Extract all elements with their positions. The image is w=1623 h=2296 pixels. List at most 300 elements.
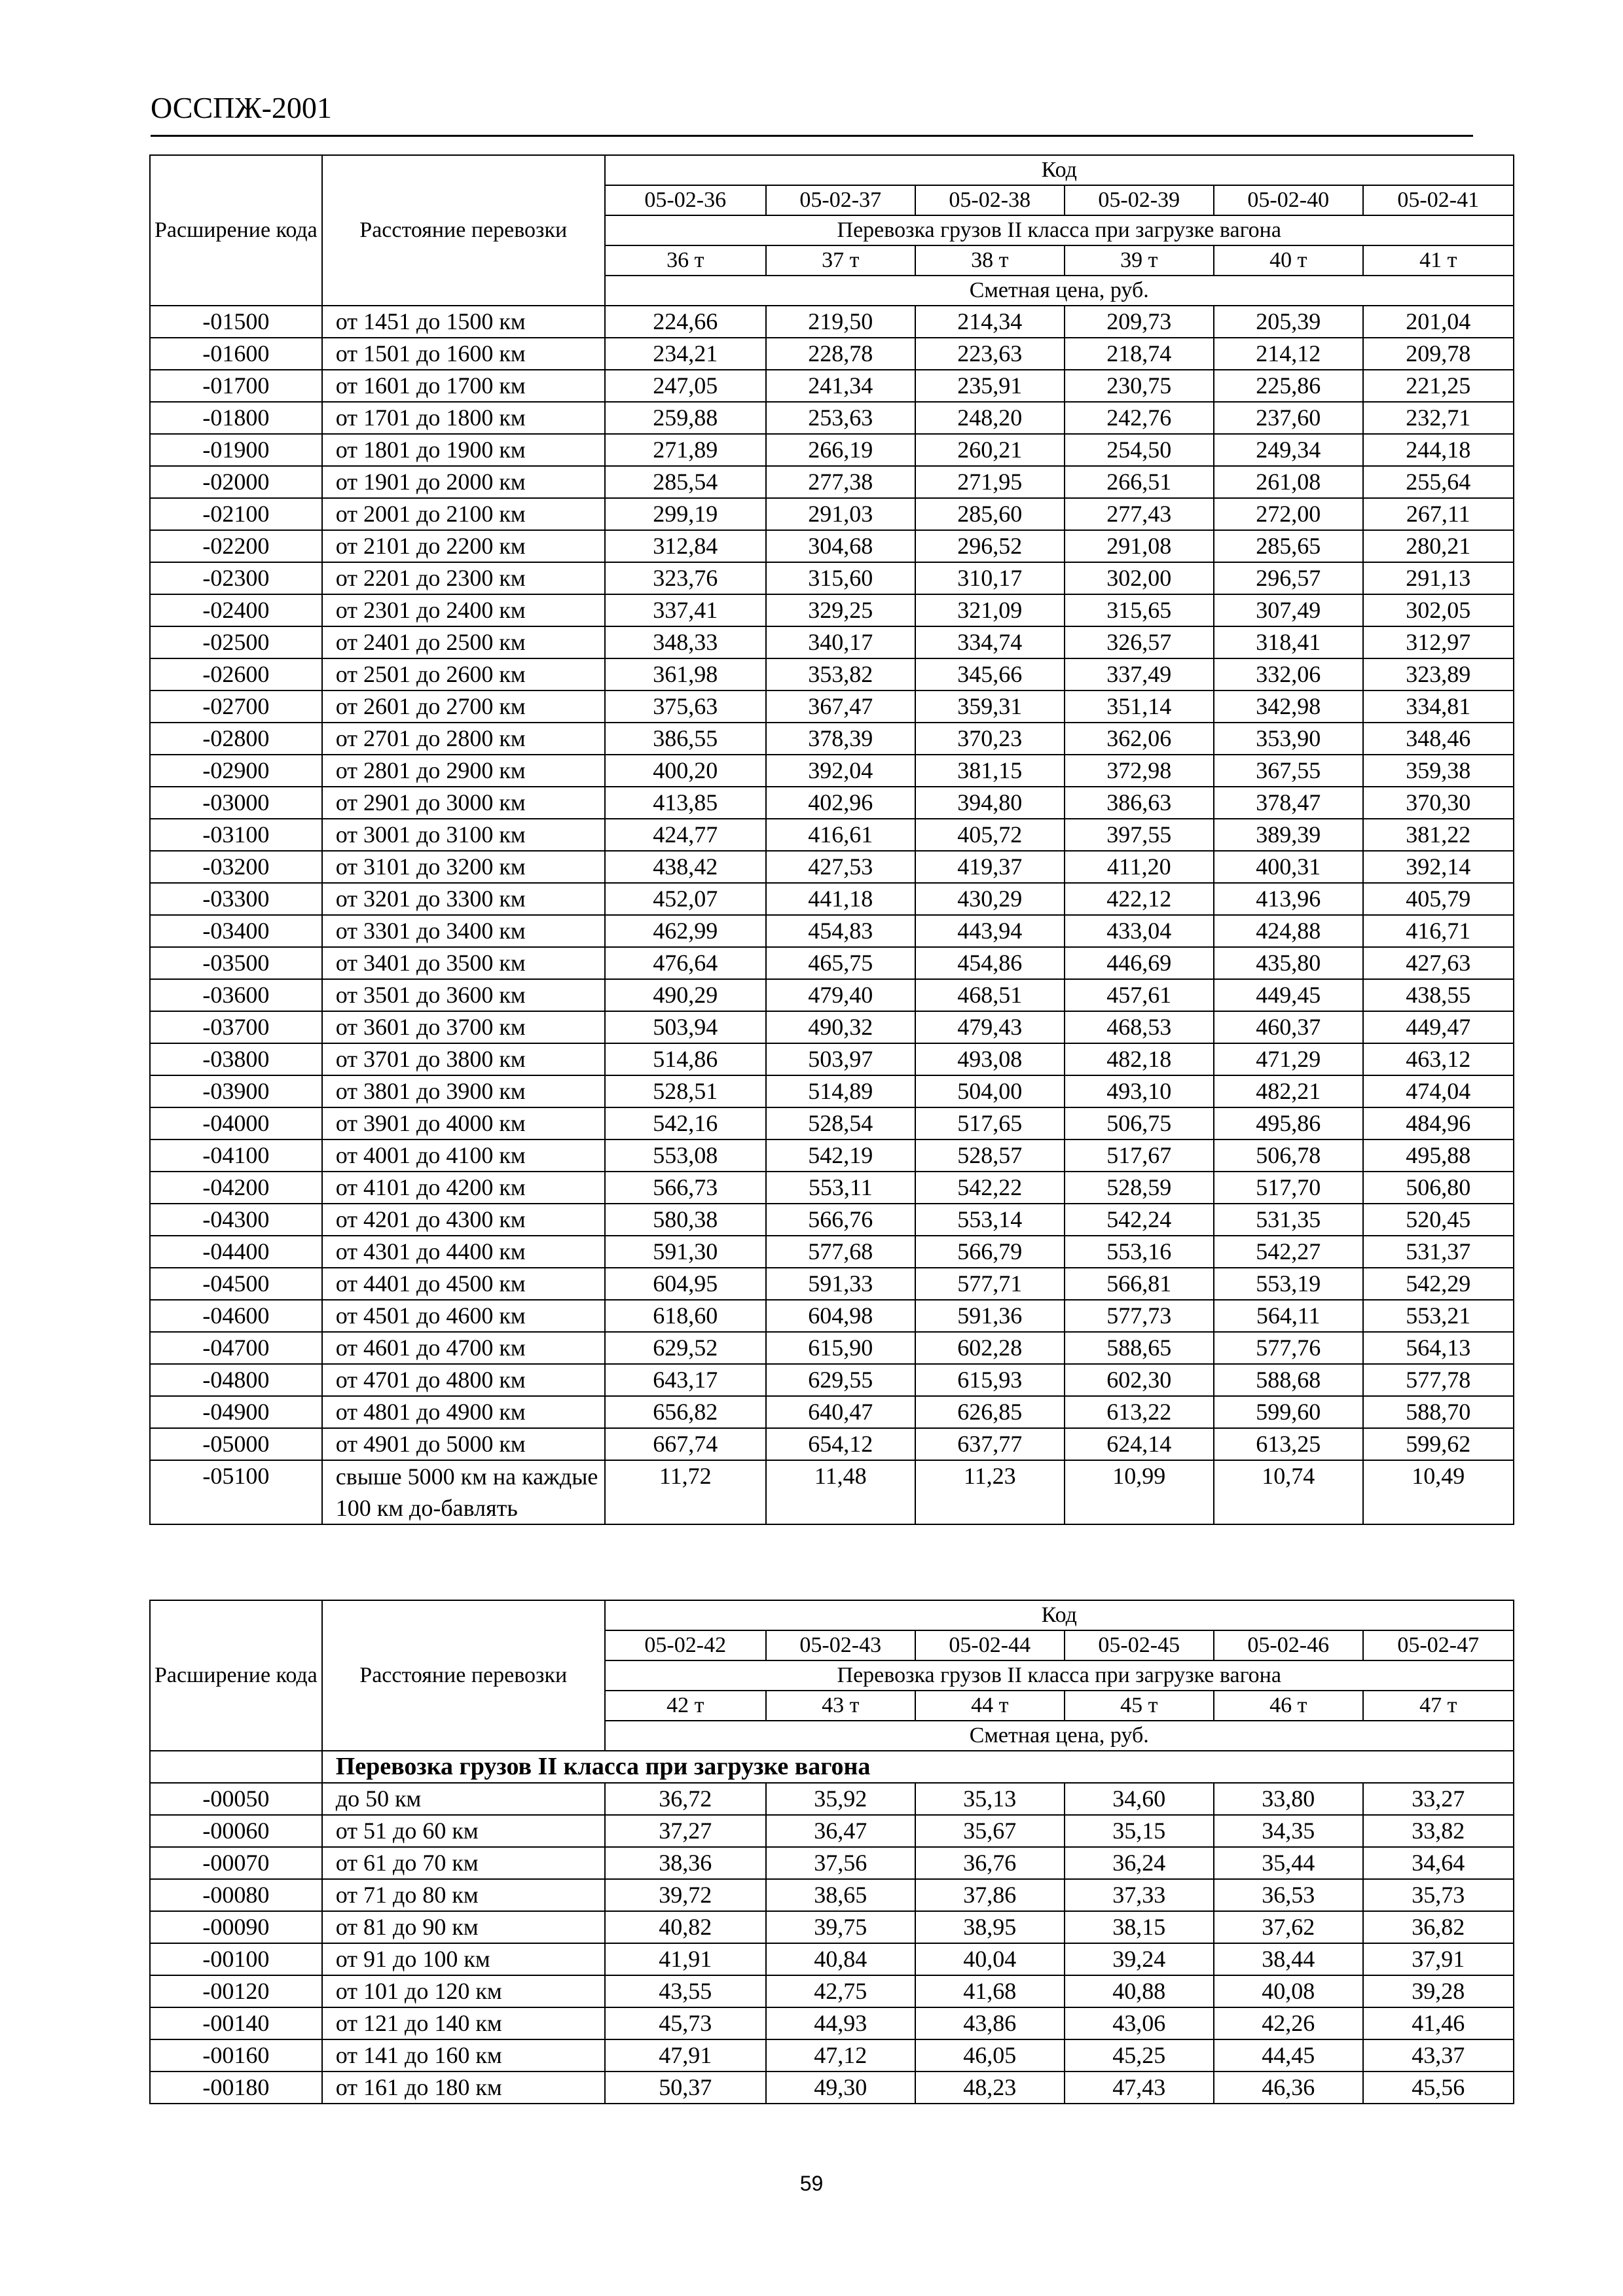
price-cell: 463,12 <box>1363 1043 1514 1075</box>
table-row <box>150 1172 1514 1204</box>
table-row <box>150 370 1514 402</box>
table-row <box>150 1943 1514 1975</box>
extension-cell: -02200 <box>150 530 322 562</box>
code-header: 05-02-41 <box>1363 185 1514 215</box>
price-cell: 449,45 <box>1214 979 1363 1011</box>
distance-cell: от 4601 до 4700 км <box>322 1332 605 1364</box>
extension-cell: -02000 <box>150 466 322 498</box>
price-cell: 285,65 <box>1214 530 1363 562</box>
table-row <box>150 658 1514 691</box>
distance-cell: от 2101 до 2200 км <box>322 530 605 562</box>
price-cell: 280,21 <box>1363 530 1514 562</box>
price-cell: 36,76 <box>915 1847 1065 1879</box>
price-cell: 542,27 <box>1214 1236 1363 1268</box>
table-row <box>150 2007 1514 2039</box>
price-cell: 40,04 <box>915 1943 1065 1975</box>
extension-cell: -02400 <box>150 594 322 626</box>
price-cell: 441,18 <box>766 883 915 915</box>
load-header: 40 т <box>1214 245 1363 276</box>
price-cell: 44,93 <box>766 2007 915 2039</box>
col-header-distance: Расстояние перевозки <box>322 1600 605 1751</box>
price-cell: 43,86 <box>915 2007 1065 2039</box>
section-empty-cell <box>150 1751 322 1783</box>
distance-cell: от 4001 до 4100 км <box>322 1139 605 1172</box>
price-cell: 44,45 <box>1214 2039 1363 2072</box>
price-cell: 528,51 <box>605 1075 766 1107</box>
price-cell: 272,00 <box>1214 498 1363 530</box>
price-cell: 39,28 <box>1363 1975 1514 2007</box>
price-cell: 266,51 <box>1065 466 1214 498</box>
price-cell: 564,13 <box>1363 1332 1514 1364</box>
price-cell: 35,92 <box>766 1783 915 1815</box>
price-cell: 37,62 <box>1214 1911 1363 1943</box>
table-row <box>150 402 1514 434</box>
price-cell: 259,88 <box>605 402 766 434</box>
price-cell: 38,36 <box>605 1847 766 1879</box>
price-cell: 271,89 <box>605 434 766 466</box>
load-header: 45 т <box>1065 1691 1214 1721</box>
price-cell: 433,04 <box>1065 915 1214 947</box>
price-cell: 33,82 <box>1363 1815 1514 1847</box>
price-cell: 35,13 <box>915 1783 1065 1815</box>
price-cell: 566,81 <box>1065 1268 1214 1300</box>
price-cell: 310,17 <box>915 562 1065 594</box>
price-cell: 514,86 <box>605 1043 766 1075</box>
extension-cell: -04200 <box>150 1172 322 1204</box>
price-cell: 495,86 <box>1214 1107 1363 1139</box>
code-header: 05-02-47 <box>1363 1630 1514 1660</box>
price-cell: 427,53 <box>766 851 915 883</box>
price-cell: 397,55 <box>1065 819 1214 851</box>
distance-cell: от 1601 до 1700 км <box>322 370 605 402</box>
price-cell: 430,29 <box>915 883 1065 915</box>
table-row <box>150 915 1514 947</box>
price-cell: 329,25 <box>766 594 915 626</box>
price-cell: 235,91 <box>915 370 1065 402</box>
price-cell: 234,21 <box>605 338 766 370</box>
price-cell: 506,78 <box>1214 1139 1363 1172</box>
table-row <box>150 594 1514 626</box>
price-cell: 353,90 <box>1214 723 1363 755</box>
price-cell: 41,68 <box>915 1975 1065 2007</box>
price-cell: 42,26 <box>1214 2007 1363 2039</box>
price-cell: 416,71 <box>1363 915 1514 947</box>
page-number: 59 <box>799 2172 824 2195</box>
price-cell: 253,63 <box>766 402 915 434</box>
price-cell: 402,96 <box>766 787 915 819</box>
price-cell: 39,72 <box>605 1879 766 1911</box>
distance-cell: от 3801 до 3900 км <box>322 1075 605 1107</box>
price-cell: 375,63 <box>605 691 766 723</box>
price-cell: 37,56 <box>766 1847 915 1879</box>
distance-cell: от 2601 до 2700 км <box>322 691 605 723</box>
header-row <box>150 155 1514 185</box>
price-cell: 514,89 <box>766 1075 915 1107</box>
price-cell: 307,49 <box>1214 594 1363 626</box>
price-cell: 588,65 <box>1065 1332 1214 1364</box>
price-cell: 482,18 <box>1065 1043 1214 1075</box>
price-cell: 542,29 <box>1363 1268 1514 1300</box>
price-cell: 41,91 <box>605 1943 766 1975</box>
price-cell: 228,78 <box>766 338 915 370</box>
price-cell: 47,43 <box>1065 2072 1214 2104</box>
price-cell: 45,25 <box>1065 2039 1214 2072</box>
extension-cell: -04900 <box>150 1396 322 1428</box>
price-cell: 392,14 <box>1363 851 1514 883</box>
distance-cell: от 2201 до 2300 км <box>322 562 605 594</box>
distance-cell: от 2701 до 2800 км <box>322 723 605 755</box>
extension-cell: -02300 <box>150 562 322 594</box>
price-cell: 277,38 <box>766 466 915 498</box>
section-title: Перевозка грузов II класса при загрузке вагона <box>322 1751 1514 1783</box>
table-row <box>150 979 1514 1011</box>
price-cell: 34,64 <box>1363 1847 1514 1879</box>
price-cell: 34,60 <box>1065 1783 1214 1815</box>
price-cell: 378,39 <box>766 723 915 755</box>
distance-cell: от 1701 до 1800 км <box>322 402 605 434</box>
price-cell: 506,80 <box>1363 1172 1514 1204</box>
extension-cell: -03300 <box>150 883 322 915</box>
price-cell: 474,04 <box>1363 1075 1514 1107</box>
price-cell: 361,98 <box>605 658 766 691</box>
price-cell: 479,40 <box>766 979 915 1011</box>
price-cell: 528,54 <box>766 1107 915 1139</box>
table-row <box>150 498 1514 530</box>
price-cell: 454,86 <box>915 947 1065 979</box>
price-cell: 359,31 <box>915 691 1065 723</box>
load-header: 47 т <box>1363 1691 1514 1721</box>
price-cell: 604,98 <box>766 1300 915 1332</box>
price-cell: 615,93 <box>915 1364 1065 1396</box>
price-cell: 10,99 <box>1065 1460 1214 1524</box>
price-cell: 46,36 <box>1214 2072 1363 2104</box>
price-cell: 302,05 <box>1363 594 1514 626</box>
extension-cell: -03800 <box>150 1043 322 1075</box>
code-header: 05-02-38 <box>915 185 1065 215</box>
distance-cell: от 3301 до 3400 км <box>322 915 605 947</box>
description-header: Перевозка грузов II класса при загрузке вагона <box>605 1660 1514 1691</box>
extension-cell: -04800 <box>150 1364 322 1396</box>
price-cell: 291,08 <box>1065 530 1214 562</box>
col-header-extension: Расширение кода <box>150 1600 322 1751</box>
price-cell: 400,20 <box>605 755 766 787</box>
table-row <box>150 723 1514 755</box>
distance-cell: от 4101 до 4200 км <box>322 1172 605 1204</box>
col-header-extension: Расширение кода <box>150 155 322 306</box>
price-cell: 520,45 <box>1363 1204 1514 1236</box>
code-header: 05-02-37 <box>766 185 915 215</box>
table-row <box>150 1783 1514 1815</box>
table-row <box>150 466 1514 498</box>
extension-cell: -02500 <box>150 626 322 658</box>
price-cell: 427,63 <box>1363 947 1514 979</box>
price-cell: 640,47 <box>766 1396 915 1428</box>
price-cell: 577,76 <box>1214 1332 1363 1364</box>
price-cell: 460,37 <box>1214 1011 1363 1043</box>
distance-cell: от 161 до 180 км <box>322 2072 605 2104</box>
extension-cell: -01800 <box>150 402 322 434</box>
extension-cell: -05100 <box>150 1460 322 1524</box>
distance-cell: от 4901 до 5000 км <box>322 1428 605 1460</box>
price-cell: 626,85 <box>915 1396 1065 1428</box>
price-cell: 40,84 <box>766 1943 915 1975</box>
price-cell: 232,71 <box>1363 402 1514 434</box>
price-cell: 553,14 <box>915 1204 1065 1236</box>
table-row <box>150 1268 1514 1300</box>
extension-cell: -03700 <box>150 1011 322 1043</box>
table-row <box>150 562 1514 594</box>
price-cell: 348,46 <box>1363 723 1514 755</box>
price-cell: 296,57 <box>1214 562 1363 594</box>
distance-cell: от 1451 до 1500 км <box>322 306 605 338</box>
price-cell: 47,12 <box>766 2039 915 2072</box>
distance-cell: от 3901 до 4000 км <box>322 1107 605 1139</box>
price-cell: 490,29 <box>605 979 766 1011</box>
price-cell: 438,55 <box>1363 979 1514 1011</box>
price-cell: 43,55 <box>605 1975 766 2007</box>
price-cell: 326,57 <box>1065 626 1214 658</box>
price-cell: 493,10 <box>1065 1075 1214 1107</box>
price-cell: 41,46 <box>1363 2007 1514 2039</box>
price-cell: 438,42 <box>605 851 766 883</box>
extension-cell: -00140 <box>150 2007 322 2039</box>
price-cell: 35,44 <box>1214 1847 1363 1879</box>
price-cell: 471,29 <box>1214 1043 1363 1075</box>
price-header: Сметная цена, руб. <box>605 1721 1514 1751</box>
table-row <box>150 1075 1514 1107</box>
extension-cell: -04000 <box>150 1107 322 1139</box>
price-cell: 517,65 <box>915 1107 1065 1139</box>
price-cell: 260,21 <box>915 434 1065 466</box>
extension-cell: -00060 <box>150 1815 322 1847</box>
price-cell: 613,25 <box>1214 1428 1363 1460</box>
extension-cell: -04500 <box>150 1268 322 1300</box>
price-cell: 413,96 <box>1214 883 1363 915</box>
price-cell: 48,23 <box>915 2072 1065 2104</box>
price-cell: 209,73 <box>1065 306 1214 338</box>
price-cell: 528,57 <box>915 1139 1065 1172</box>
price-cell: 580,38 <box>605 1204 766 1236</box>
price-cell: 424,77 <box>605 819 766 851</box>
extension-cell: -02100 <box>150 498 322 530</box>
col-header-code: Код <box>605 1600 1514 1630</box>
price-cell: 205,39 <box>1214 306 1363 338</box>
price-cell: 11,48 <box>766 1460 915 1524</box>
price-cell: 312,84 <box>605 530 766 562</box>
price-cell: 602,28 <box>915 1332 1065 1364</box>
price-header: Сметная цена, руб. <box>605 276 1514 306</box>
extension-cell: -00100 <box>150 1943 322 1975</box>
price-cell: 37,33 <box>1065 1879 1214 1911</box>
price-cell: 209,78 <box>1363 338 1514 370</box>
distance-cell: от 3501 до 3600 км <box>322 979 605 1011</box>
price-cell: 285,54 <box>605 466 766 498</box>
extension-cell: -04600 <box>150 1300 322 1332</box>
price-cell: 566,79 <box>915 1236 1065 1268</box>
table-row <box>150 1236 1514 1268</box>
distance-cell: от 2501 до 2600 км <box>322 658 605 691</box>
distance-cell: от 91 до 100 км <box>322 1943 605 1975</box>
price-cell: 230,75 <box>1065 370 1214 402</box>
table-row <box>150 1428 1514 1460</box>
col-header-code: Код <box>605 155 1514 185</box>
price-cell: 35,73 <box>1363 1879 1514 1911</box>
price-cell: 45,73 <box>605 2007 766 2039</box>
table-row <box>150 1460 1514 1524</box>
price-cell: 370,23 <box>915 723 1065 755</box>
extension-cell: -03400 <box>150 915 322 947</box>
price-cell: 254,50 <box>1065 434 1214 466</box>
price-cell: 261,08 <box>1214 466 1363 498</box>
load-header: 36 т <box>605 245 766 276</box>
distance-cell: от 3001 до 3100 км <box>322 819 605 851</box>
extension-cell: -00160 <box>150 2039 322 2072</box>
load-header: 46 т <box>1214 1691 1363 1721</box>
price-cell: 367,47 <box>766 691 915 723</box>
extension-cell: -03900 <box>150 1075 322 1107</box>
price-cell: 237,60 <box>1214 402 1363 434</box>
code-header: 05-02-45 <box>1065 1630 1214 1660</box>
price-cell: 37,91 <box>1363 1943 1514 1975</box>
load-header: 38 т <box>915 245 1065 276</box>
header-rule <box>151 135 1473 137</box>
code-header: 05-02-44 <box>915 1630 1065 1660</box>
extension-cell: -03600 <box>150 979 322 1011</box>
price-cell: 553,21 <box>1363 1300 1514 1332</box>
price-cell: 588,70 <box>1363 1396 1514 1428</box>
distance-cell: от 4801 до 4900 км <box>322 1396 605 1428</box>
price-cell: 424,88 <box>1214 915 1363 947</box>
distance-cell: от 1901 до 2000 км <box>322 466 605 498</box>
load-header: 41 т <box>1363 245 1514 276</box>
price-cell: 577,68 <box>766 1236 915 1268</box>
table-row <box>150 1011 1514 1043</box>
price-cell: 615,90 <box>766 1332 915 1364</box>
distance-cell: до 50 км <box>322 1783 605 1815</box>
price-cell: 218,74 <box>1065 338 1214 370</box>
price-cell: 33,80 <box>1214 1783 1363 1815</box>
price-cell: 577,73 <box>1065 1300 1214 1332</box>
price-cell: 591,36 <box>915 1300 1065 1332</box>
price-cell: 225,86 <box>1214 370 1363 402</box>
price-cell: 266,19 <box>766 434 915 466</box>
price-cell: 506,75 <box>1065 1107 1214 1139</box>
price-cell: 419,37 <box>915 851 1065 883</box>
price-cell: 422,12 <box>1065 883 1214 915</box>
code-header: 05-02-43 <box>766 1630 915 1660</box>
extension-cell: -03200 <box>150 851 322 883</box>
distance-cell: от 3701 до 3800 км <box>322 1043 605 1075</box>
price-cell: 517,70 <box>1214 1172 1363 1204</box>
price-cell: 400,31 <box>1214 851 1363 883</box>
price-cell: 36,24 <box>1065 1847 1214 1879</box>
price-cell: 462,99 <box>605 915 766 947</box>
price-cell: 39,75 <box>766 1911 915 1943</box>
table-row <box>150 1879 1514 1911</box>
price-cell: 277,43 <box>1065 498 1214 530</box>
price-cell: 37,86 <box>915 1879 1065 1911</box>
price-cell: 411,20 <box>1065 851 1214 883</box>
price-cell: 564,11 <box>1214 1300 1363 1332</box>
extension-cell: -01600 <box>150 338 322 370</box>
price-cell: 476,64 <box>605 947 766 979</box>
price-cell: 542,19 <box>766 1139 915 1172</box>
price-cell: 315,60 <box>766 562 915 594</box>
price-cell: 337,49 <box>1065 658 1214 691</box>
price-cell: 323,89 <box>1363 658 1514 691</box>
price-cell: 378,47 <box>1214 787 1363 819</box>
price-cell: 267,11 <box>1363 498 1514 530</box>
price-cell: 566,73 <box>605 1172 766 1204</box>
distance-cell: от 4701 до 4800 км <box>322 1364 605 1396</box>
table-row <box>150 434 1514 466</box>
extension-cell: -03000 <box>150 787 322 819</box>
price-cell: 345,66 <box>915 658 1065 691</box>
table-row <box>150 691 1514 723</box>
price-cell: 468,51 <box>915 979 1065 1011</box>
price-cell: 323,76 <box>605 562 766 594</box>
price-cell: 255,64 <box>1363 466 1514 498</box>
price-cell: 34,35 <box>1214 1815 1363 1847</box>
table-row <box>150 819 1514 851</box>
extension-cell: -00090 <box>150 1911 322 1943</box>
price-cell: 223,63 <box>915 338 1065 370</box>
price-cell: 359,38 <box>1363 755 1514 787</box>
price-cell: 318,41 <box>1214 626 1363 658</box>
extension-cell: -01700 <box>150 370 322 402</box>
price-cell: 531,37 <box>1363 1236 1514 1268</box>
price-cell: 405,79 <box>1363 883 1514 915</box>
header-row <box>150 1600 1514 1630</box>
distance-cell: от 81 до 90 км <box>322 1911 605 1943</box>
rates-table-2 <box>149 1600 1514 2104</box>
code-header: 05-02-42 <box>605 1630 766 1660</box>
price-cell: 40,88 <box>1065 1975 1214 2007</box>
price-cell: 503,94 <box>605 1011 766 1043</box>
price-cell: 637,77 <box>915 1428 1065 1460</box>
price-cell: 484,96 <box>1363 1107 1514 1139</box>
price-cell: 43,06 <box>1065 2007 1214 2039</box>
price-cell: 446,69 <box>1065 947 1214 979</box>
price-cell: 386,55 <box>605 723 766 755</box>
distance-cell: от 4401 до 4500 км <box>322 1268 605 1300</box>
section-row <box>150 1751 1514 1783</box>
distance-cell: от 4501 до 4600 км <box>322 1300 605 1332</box>
table-row <box>150 306 1514 338</box>
distance-cell: от 2301 до 2400 км <box>322 594 605 626</box>
extension-cell: -02900 <box>150 755 322 787</box>
table-row <box>150 1204 1514 1236</box>
price-cell: 504,00 <box>915 1075 1065 1107</box>
price-cell: 201,04 <box>1363 306 1514 338</box>
extension-cell: -01900 <box>150 434 322 466</box>
price-cell: 315,65 <box>1065 594 1214 626</box>
extension-cell: -00050 <box>150 1783 322 1815</box>
load-header: 39 т <box>1065 245 1214 276</box>
extension-cell: -02800 <box>150 723 322 755</box>
distance-cell: от 2001 до 2100 км <box>322 498 605 530</box>
distance-cell: от 121 до 140 км <box>322 2007 605 2039</box>
price-cell: 39,24 <box>1065 1943 1214 1975</box>
distance-cell: от 1501 до 1600 км <box>322 338 605 370</box>
extension-cell: -00180 <box>150 2072 322 2104</box>
price-cell: 296,52 <box>915 530 1065 562</box>
price-cell: 465,75 <box>766 947 915 979</box>
code-header: 05-02-40 <box>1214 185 1363 215</box>
price-cell: 45,56 <box>1363 2072 1514 2104</box>
price-cell: 334,81 <box>1363 691 1514 723</box>
price-cell: 11,23 <box>915 1460 1065 1524</box>
